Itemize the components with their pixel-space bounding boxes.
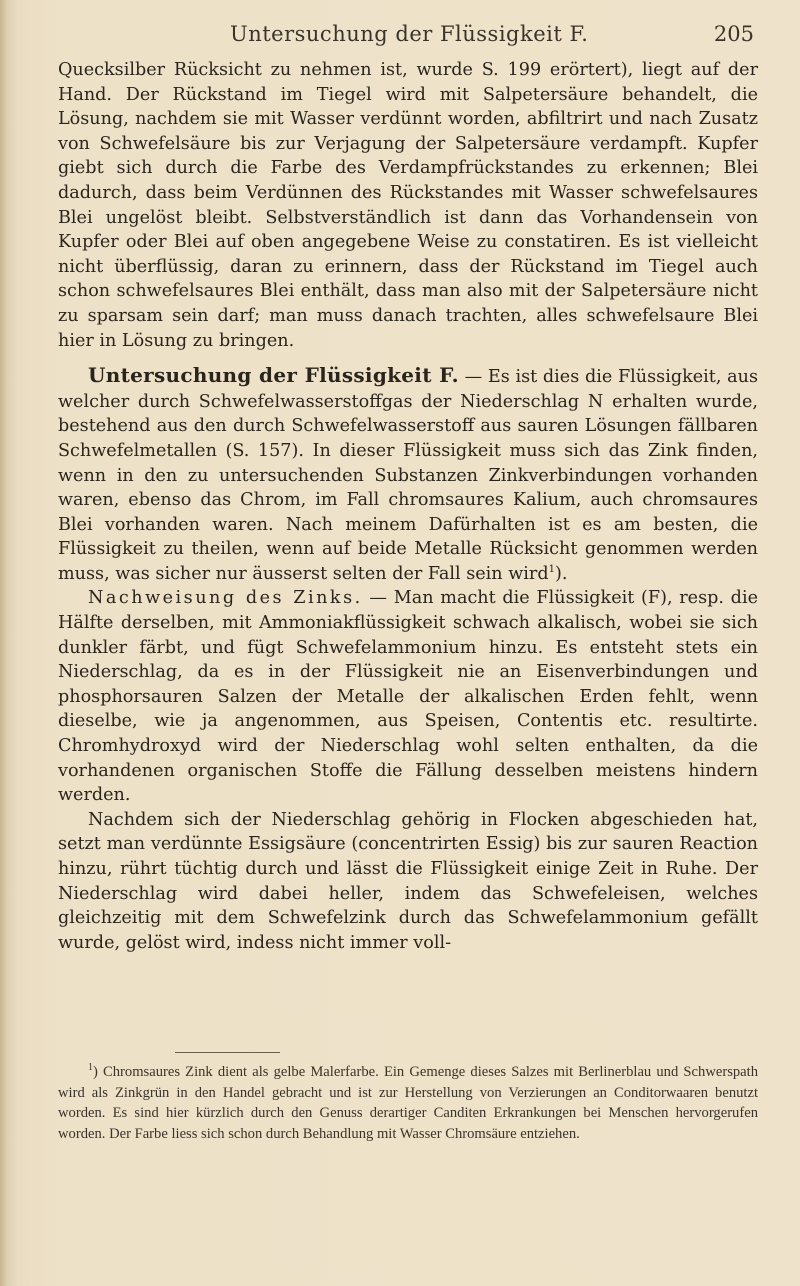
paragraph-liquid-f-end: ). <box>554 563 568 584</box>
page-number: 205 <box>713 22 754 46</box>
footnote-reference: 1 <box>548 564 555 576</box>
running-head <box>60 22 760 52</box>
footnote-separator <box>175 1052 280 1053</box>
section-heading-zinc: Nachweisung des Zinks. <box>88 588 363 609</box>
paragraph-mercury-residue: Quecksilber Rücksicht zu nehmen ist, wurde S. 199 erörtert), liegt auf der Hand. Der Rückstand im Tiegel wird mit Salpetersäure behandelt, die Lösung, nachdem sie mit Wasser verdünnt worden, abfiltrirt und nach Zusatz von Schwefelsäure bis zur Verjagung der Salpetersäure verdampft. Kupfer giebt sich durch die Farbe des Verdampfrückstandes zu erkennen; Blei dadurch, dass beim Verdünnen des Rückstandes mit Wasser schwefelsaures Blei ungelöst bleibt. Selbstverständlich ist dann das Vorhandensein von Kupfer oder Blei auf oben angegebene Weise zu constatiren. Es ist vielleicht nicht überflüssig, daran zu erinnern, dass der Rückstand im Tiegel auch schon schwefelsaures Blei enthält, dass man also mit der Salpetersäure nicht zu sparsam sein darf; man muss danach trachten, alles schwefelsaure Blei hier in Lösung zu bringen. <box>58 60 758 351</box>
footnote-body: ) Chromsaures Zink dient als gelbe Malerfarbe. Ein Gemenge dieses Salzes mit Berlinerblau und Schwerspath wird als Zinkgrün in den Handel gebracht und ist zur Herstellung von Verzierungen an Conditorwaaren benutzt worden. Es sind hier kürzlich durch den Genuss derartiger Canditen Erkrankungen bei Menschen hervorgerufen worden. Der Farbe liess sich schon durch Behandlung mit Wasser Chromsäure entziehen. <box>58 1064 758 1142</box>
paragraph-liquid-f <box>58 363 758 586</box>
footnote-mark: 1 <box>88 1062 93 1074</box>
paragraph-zinc-detection-text: — Man macht die Flüssigkeit (F), resp. die Hälfte derselben, mit Ammoniakflüssigkeit schwach alkalisch, wobei sie sich dunkler färbt, und fügt Schwefelammonium hinzu. Es entsteht stets ein Niederschlag, da es in der Flüssigkeit nie an Eisenverbindungen und phosphorsauren Salzen der Metalle der alkalischen Erden fehlt, wenn dieselbe, wie ja angenommen, aus Speisen, Contentis etc. resultirte. Chromhydroxyd wird der Niederschlag wohl selten enthalten, da die vorhandenen organischen Stoffe die Fällung desselben meistens hindern werden. <box>58 588 758 806</box>
section-heading-liquid-f: Untersuchung der Flüssigkeit F. <box>88 363 459 388</box>
paragraph-liquid-f-text: — Es ist dies die Flüssigkeit, aus welcher durch Schwefelwasserstoffgas der Niederschlag N erhalten wurde, bestehend aus den durch Schwefelwasserstoff aus sauren Lösungen fällbaren Schwefelmetallen (S. 157). In dieser Flüssigkeit muss sich das Zink finden, wenn in den zu untersuchenden Substanzen Zinkverbindungen vorhanden waren, ebenso das Chrom, im Fall chromsaures Kalium, auch chromsaures Blei vorhanden waren. Nach meinem Dafürhalten ist es am besten, die Flüssigkeit zu theilen, wenn auf beide Metalle Rücksicht genommen werden muss, was sicher nur äusserst selten der Fall sein wird <box>58 367 759 584</box>
footnote-text <box>58 1062 758 1144</box>
page-binding-edge <box>0 0 8 1286</box>
body-text <box>58 58 758 955</box>
paragraph-zinc-detection <box>58 586 758 807</box>
paragraph-precipitate: Nachdem sich der Niederschlag gehörig in Flocken abgeschieden hat, setzt man verdünnte Essigsäure (concentrirten Essig) bis zur sauren Reaction hinzu, rührt tüchtig durch und lässt die Flüssigkeit einige Zeit in Ruhe. Der Niederschlag wird dabei heller, indem das Schwefeleisen, welches gleichzeitig mit dem Schwefelzink durch das Schwefelammonium gefällt wurde, gelöst wird, indess nicht immer voll- <box>58 809 758 953</box>
paragraph-spacer <box>58 353 758 363</box>
running-head-title: Untersuchung der Flüssigkeit F. <box>230 22 589 46</box>
footnote <box>58 1062 758 1144</box>
